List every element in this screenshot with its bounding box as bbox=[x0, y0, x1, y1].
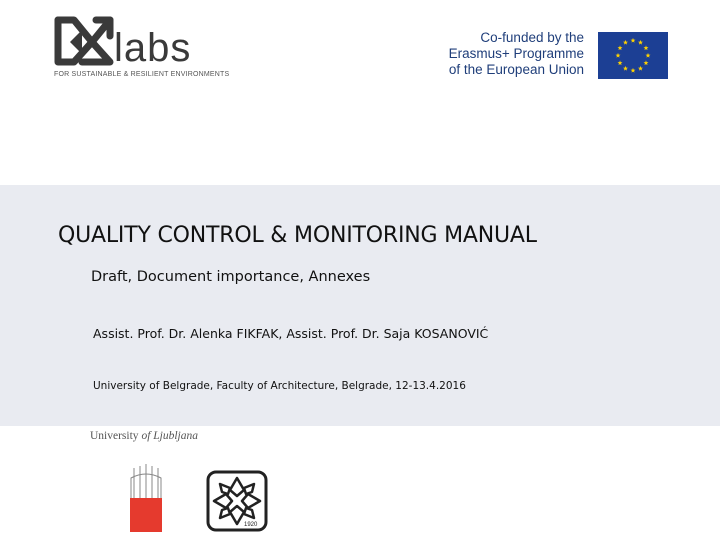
university-ljubljana-emblem-icon bbox=[128, 464, 164, 532]
eu-cofunded-logo bbox=[436, 30, 668, 82]
uni-name-city: Ljubljana bbox=[153, 430, 198, 442]
uni-name-of: of bbox=[141, 430, 154, 442]
document-subtitle: Draft, Document importance, Annexes bbox=[91, 269, 371, 285]
document-title: QUALITY CONTROL & MONITORING MANUAL bbox=[58, 223, 537, 248]
uni-name-prefix: University bbox=[90, 430, 142, 442]
labs-logo bbox=[52, 12, 230, 82]
labs-tagline: FOR SUSTAINABLE & RESILIENT ENVIRONMENTS bbox=[54, 71, 230, 78]
university-of-ljubljana-name bbox=[90, 429, 198, 443]
faculty-architecture-emblem-icon bbox=[206, 470, 268, 532]
partner-logos bbox=[76, 426, 286, 540]
authors-line: Assist. Prof. Dr. Alenka FIKFAK, Assist. Prof. Dr. Saja KOSANOVIĆ bbox=[93, 326, 489, 341]
eu-text-line: of the European Union bbox=[448, 62, 584, 77]
eu-text-line: Co-funded by the bbox=[480, 30, 584, 45]
eu-cofunded-text bbox=[449, 30, 584, 78]
labs-wordmark: labs bbox=[114, 26, 192, 70]
eu-text-line: Erasmus+ Programme bbox=[448, 46, 584, 61]
venue-line: University of Belgrade, Faculty of Architecture, Belgrade, 12-13.4.2016 bbox=[93, 380, 466, 392]
emblem-year: 1920 bbox=[244, 522, 258, 528]
eu-flag-icon bbox=[598, 32, 668, 79]
labs-knot-icon bbox=[52, 12, 114, 70]
